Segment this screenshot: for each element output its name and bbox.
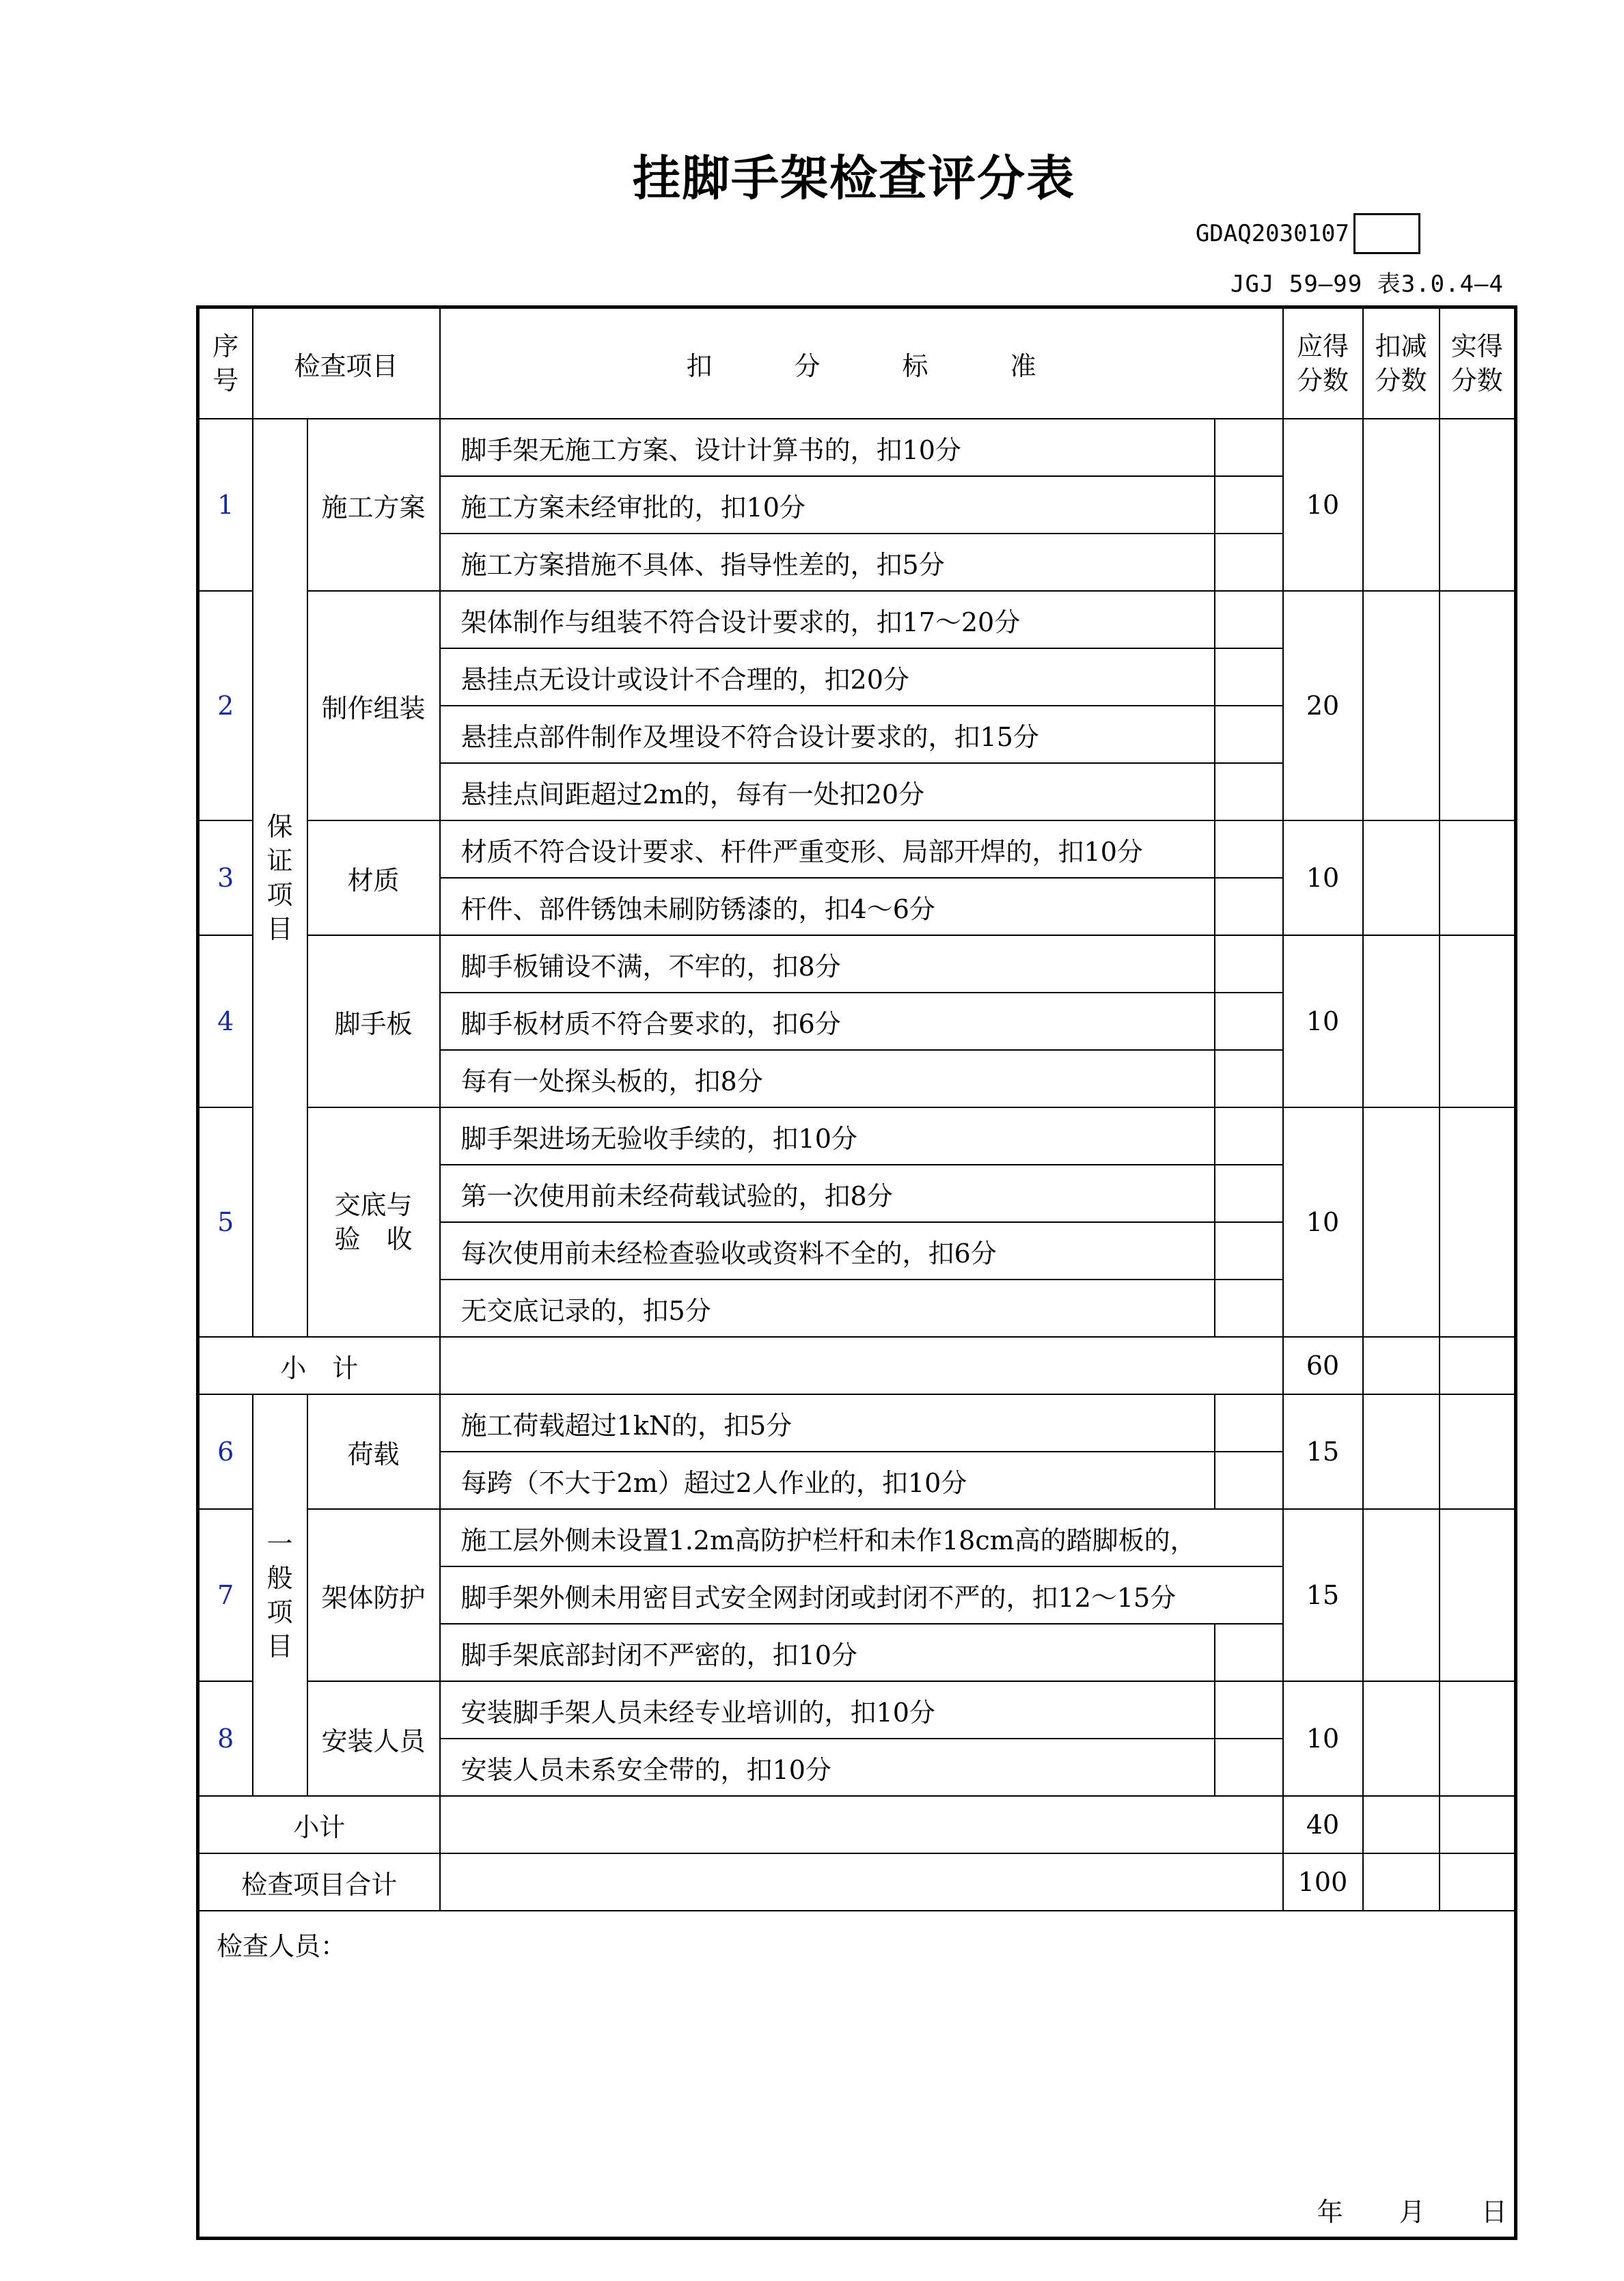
deduct-score-cell[interactable] — [1363, 1394, 1440, 1509]
criterion: 施工方案措施不具体、指导性差的，扣5分 — [440, 534, 1215, 591]
deduct-mark-cell[interactable] — [1215, 591, 1283, 648]
total-row — [198, 1853, 1516, 1911]
criterion: 材质不符合设计要求、杆件严重变形、局部开焊的，扣10分 — [440, 820, 1215, 878]
criterion: 悬挂点无设计或设计不合理的，扣20分 — [440, 648, 1215, 706]
header-item: 检查项目 — [253, 307, 440, 419]
deduct-mark-cell[interactable] — [1215, 419, 1283, 476]
criterion: 杆件、部件锈蚀未刷防锈漆的，扣4～6分 — [440, 878, 1215, 935]
header-actual-score: 实得分数 — [1440, 307, 1516, 419]
due-score: 15 — [1283, 1394, 1363, 1509]
total-label: 检查项目合计 — [198, 1853, 440, 1911]
actual-score-cell[interactable] — [1440, 1509, 1516, 1681]
deduct-mark-cell[interactable] — [1215, 534, 1283, 591]
table-row — [198, 1681, 1516, 1739]
subtotal-due-score: 40 — [1283, 1796, 1363, 1853]
item-name: 施工方案 — [307, 419, 440, 591]
deduct-mark-cell[interactable] — [1215, 763, 1283, 820]
form-code: GDAQ2030107 — [1195, 220, 1349, 247]
deduct-score-cell[interactable] — [1363, 1681, 1440, 1796]
header-row — [198, 307, 1516, 419]
criterion: 悬挂点间距超过2m的，每有一处扣20分 — [440, 763, 1215, 820]
inspection-date — [1269, 2191, 1507, 2228]
deduct-score-cell[interactable] — [1363, 820, 1440, 935]
deduct-mark-cell[interactable] — [1215, 1165, 1283, 1222]
table-row — [198, 419, 1516, 476]
criterion: 脚手架外侧未用密目式安全网封闭或封闭不严的，扣12～15分 — [440, 1566, 1283, 1624]
criterion: 脚手架无施工方案、设计计算书的，扣10分 — [440, 419, 1215, 476]
item-name: 荷载 — [307, 1394, 440, 1509]
deduct-score-cell[interactable] — [1363, 1853, 1440, 1911]
criterion: 安装脚手架人员未经专业培训的，扣10分 — [440, 1681, 1215, 1739]
table-row — [198, 935, 1516, 993]
item-number: 4 — [198, 935, 253, 1107]
deduct-score-cell[interactable] — [1363, 935, 1440, 1107]
date-month: 月 — [1399, 2197, 1425, 2227]
criterion: 脚手板材质不符合要求的，扣6分 — [440, 993, 1215, 1050]
deduct-score-cell[interactable] — [1363, 1509, 1440, 1681]
criterion: 第一次使用前未经荷载试验的，扣8分 — [440, 1165, 1215, 1222]
actual-score-cell[interactable] — [1440, 1853, 1516, 1911]
actual-score-cell[interactable] — [1440, 419, 1516, 591]
header-criteria: 扣 分 标 准 — [440, 307, 1283, 419]
total-due-score: 100 — [1283, 1853, 1363, 1911]
deduct-mark-cell[interactable] — [1215, 1222, 1283, 1280]
criterion: 施工层外侧未设置1.2m高防护栏杆和未作18cm高的踏脚板的， — [440, 1509, 1283, 1566]
criterion: 脚手架底部封闭不严密的，扣10分 — [440, 1624, 1215, 1681]
actual-score-cell[interactable] — [1440, 1681, 1516, 1796]
item-number: 2 — [198, 591, 253, 820]
group-general-label: 一般项目 — [253, 1394, 307, 1796]
score-table — [196, 305, 1517, 2240]
due-score: 15 — [1283, 1509, 1363, 1681]
item-name: 材质 — [307, 820, 440, 935]
item-number: 3 — [198, 820, 253, 935]
criterion: 施工方案未经审批的，扣10分 — [440, 476, 1215, 534]
deduct-mark-cell[interactable] — [1215, 993, 1283, 1050]
criterion: 无交底记录的，扣5分 — [440, 1280, 1215, 1337]
deduct-score-cell[interactable] — [1363, 1337, 1440, 1394]
form-code-box[interactable] — [1353, 213, 1420, 254]
deduct-mark-cell[interactable] — [1215, 1452, 1283, 1509]
inspector-cell[interactable] — [198, 1911, 1516, 2239]
deduct-mark-cell[interactable] — [1215, 1739, 1283, 1796]
deduct-score-cell[interactable] — [1363, 419, 1440, 591]
actual-score-cell[interactable] — [1440, 820, 1516, 935]
deduct-score-cell[interactable] — [1363, 1796, 1440, 1853]
item-name: 交底与验 收 — [307, 1107, 440, 1337]
item-name: 制作组装 — [307, 591, 440, 820]
item-number: 8 — [198, 1681, 253, 1796]
due-score: 10 — [1283, 935, 1363, 1107]
table-row — [198, 1509, 1516, 1566]
criterion: 架体制作与组装不符合设计要求的，扣17～20分 — [440, 591, 1215, 648]
actual-score-cell[interactable] — [1440, 1796, 1516, 1853]
deduct-mark-cell[interactable] — [1215, 648, 1283, 706]
deduct-mark-cell[interactable] — [1215, 878, 1283, 935]
page-title: 挂脚手架检查评分表 — [633, 150, 1075, 206]
inspector-row — [198, 1911, 1516, 2239]
deduct-mark-cell[interactable] — [1215, 935, 1283, 993]
due-score: 10 — [1283, 1107, 1363, 1337]
date-day: 日 — [1481, 2197, 1508, 2227]
deduct-mark-cell[interactable] — [1215, 1050, 1283, 1107]
item-number: 5 — [198, 1107, 253, 1337]
subtotal-label: 小计 — [198, 1796, 440, 1853]
header-deduct-score: 扣减分数 — [1363, 307, 1440, 419]
deduct-score-cell[interactable] — [1363, 1107, 1440, 1337]
deduct-mark-cell[interactable] — [1215, 706, 1283, 763]
table-row — [198, 820, 1516, 878]
due-score: 20 — [1283, 591, 1363, 820]
criterion: 悬挂点部件制作及埋设不符合设计要求的，扣15分 — [440, 706, 1215, 763]
deduct-mark-cell[interactable] — [1215, 476, 1283, 534]
inspector-label: 检查人员： — [217, 1931, 347, 1961]
standard-reference: JGJ 59—99 表3.0.4—4 — [1230, 271, 1504, 298]
due-score: 10 — [1283, 419, 1363, 591]
deduct-mark-cell[interactable] — [1215, 1394, 1283, 1452]
deduct-mark-cell[interactable] — [1215, 1681, 1283, 1739]
table-row — [198, 591, 1516, 648]
due-score: 10 — [1283, 1681, 1363, 1796]
actual-score-cell[interactable] — [1440, 1337, 1516, 1394]
table-row — [198, 1107, 1516, 1165]
due-score: 10 — [1283, 820, 1363, 935]
item-name: 安装人员 — [307, 1681, 440, 1796]
subtotal-criteria-cell — [440, 1796, 1283, 1853]
actual-score-cell[interactable] — [1440, 935, 1516, 1107]
item-number: 6 — [198, 1394, 253, 1509]
header-due-score: 应得分数 — [1283, 307, 1363, 419]
table-row — [198, 1394, 1516, 1452]
subtotal-due-score: 60 — [1283, 1337, 1363, 1394]
subtotal-label: 小 计 — [198, 1337, 440, 1394]
subtotal-row — [198, 1337, 1516, 1394]
group-guarantee-label: 保证项目 — [253, 419, 307, 1337]
item-number: 7 — [198, 1509, 253, 1681]
item-name: 架体防护 — [307, 1509, 440, 1681]
criterion: 安装人员未系安全带的，扣10分 — [440, 1739, 1215, 1796]
total-criteria-cell — [440, 1853, 1283, 1911]
actual-score-cell[interactable] — [1440, 1394, 1516, 1509]
criterion: 施工荷载超过1kN的，扣5分 — [440, 1394, 1215, 1452]
criterion: 每次使用前未经检查验收或资料不全的，扣6分 — [440, 1222, 1215, 1280]
actual-score-cell[interactable] — [1440, 1107, 1516, 1337]
criterion: 脚手架进场无验收手续的，扣10分 — [440, 1107, 1215, 1165]
subtotal-row — [198, 1796, 1516, 1853]
deduct-mark-cell[interactable] — [1215, 1280, 1283, 1337]
date-year: 年 — [1317, 2197, 1343, 2227]
criterion: 每有一处探头板的，扣8分 — [440, 1050, 1215, 1107]
item-name: 脚手板 — [307, 935, 440, 1107]
criterion: 每跨（不大于2m）超过2人作业的，扣10分 — [440, 1452, 1215, 1509]
item-number: 1 — [198, 419, 253, 591]
form-code-row — [1196, 212, 1420, 255]
actual-score-cell[interactable] — [1440, 591, 1516, 820]
deduct-mark-cell[interactable] — [1215, 1107, 1283, 1165]
deduct-mark-cell[interactable] — [1215, 1624, 1283, 1681]
deduct-mark-cell[interactable] — [1215, 820, 1283, 878]
header-seq: 序号 — [198, 307, 253, 419]
subtotal-criteria-cell — [440, 1337, 1283, 1394]
criterion: 脚手板铺设不满，不牢的，扣8分 — [440, 935, 1215, 993]
deduct-score-cell[interactable] — [1363, 591, 1440, 820]
